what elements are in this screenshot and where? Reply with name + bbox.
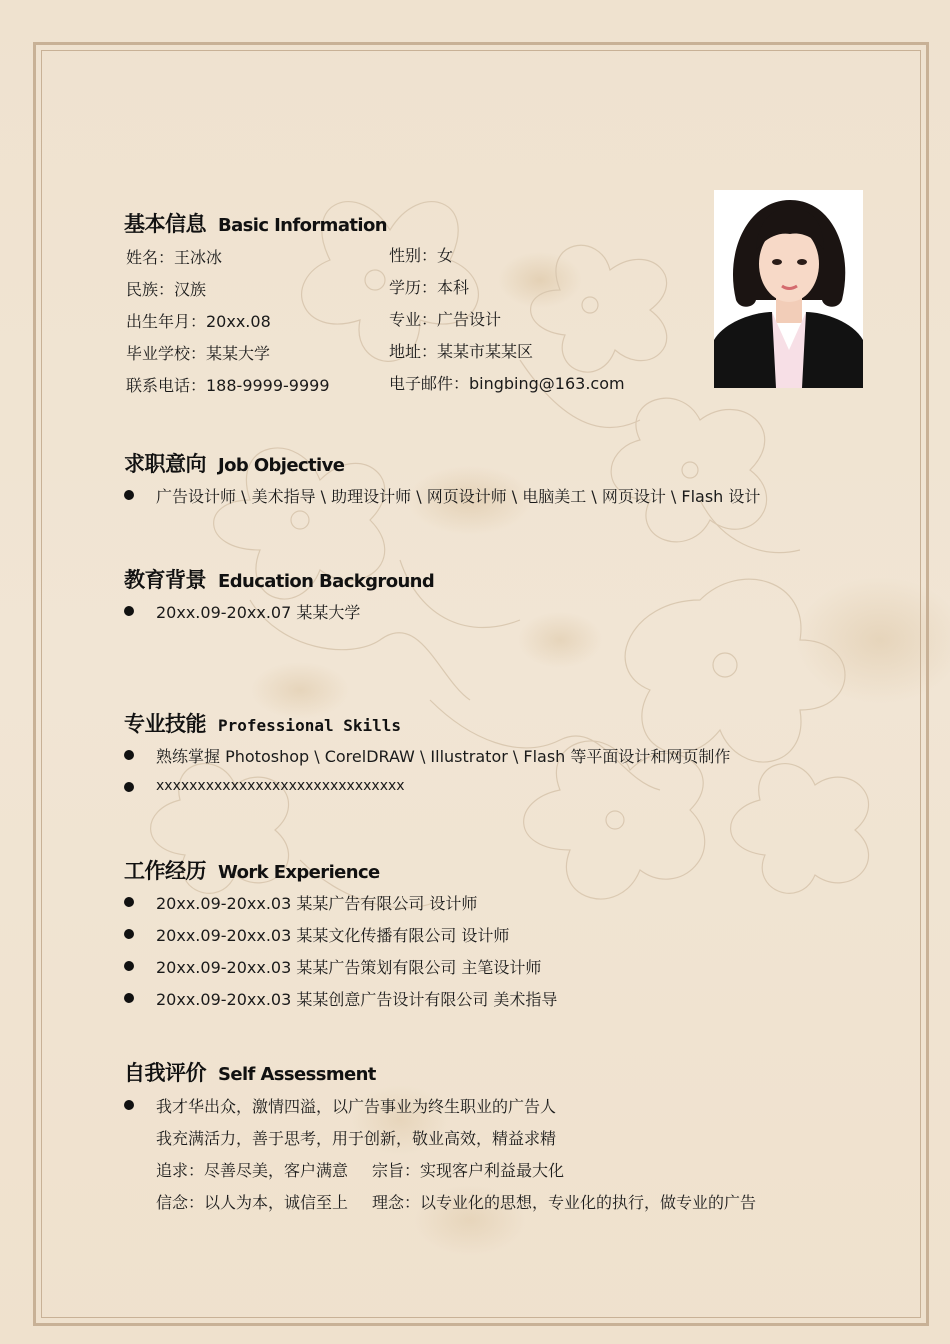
skills-item-text: 熟练掌握 Photoshop \ CorelDRAW \ Illustrator \ Flash 等平面设计和网页制作: [156, 747, 731, 766]
info-birth-date: 出生年月：20xx.08: [126, 312, 271, 331]
education-title-cn: 教育背景: [124, 568, 206, 592]
info-major: 专业：广告设计: [389, 310, 502, 329]
info-ethnicity: 民族：汉族: [126, 280, 207, 299]
assessment-line-3: [156, 1158, 564, 1181]
work-item-text: 20xx.09-20xx.03 某某广告策划有限公司 主笔设计师: [156, 958, 542, 977]
bullet-dot-icon: [124, 1100, 134, 1110]
assessment-line-2: 我充满活力，善于思考，用于创新，敬业高效，精益求精: [156, 1129, 557, 1148]
assessment-title-cn: 自我评价: [124, 1061, 206, 1085]
work-title-en: Work Experience: [218, 862, 380, 883]
info-address: 地址：某某市某某区: [389, 342, 534, 361]
info-degree: 学历：本科: [389, 278, 470, 297]
bullet-dot-icon: [124, 961, 134, 971]
work-item-text: 20xx.09-20xx.03 某某文化传播有限公司 设计师: [156, 926, 510, 945]
bullet-dot-icon: [124, 750, 134, 760]
basic-info-title-cn: 基本信息: [124, 212, 206, 236]
skills-title-en: Professional Skills: [218, 716, 402, 735]
basic-info-heading: [124, 208, 387, 238]
bullet-dot-icon: [124, 993, 134, 1003]
education-title-en: Education Background: [218, 571, 435, 592]
skills-title-cn: 专业技能: [124, 712, 206, 736]
assessment-belief: 信念：以人为本，诚信至上: [156, 1193, 349, 1212]
work-title-cn: 工作经历: [124, 859, 206, 883]
bullet-dot-icon: [124, 782, 134, 792]
info-school: 毕业学校：某某大学: [126, 344, 271, 363]
assessment-heading: [124, 1057, 376, 1087]
bullet-dot-icon: [124, 897, 134, 907]
skills-heading: [124, 708, 401, 738]
info-email: 电子邮件：bingbing@163.com: [389, 374, 625, 393]
education-heading: [124, 564, 434, 594]
education-item-text: 20xx.09-20xx.07 某某大学: [156, 603, 361, 622]
assessment-purpose: 宗旨：实现客户利益最大化: [372, 1161, 565, 1180]
objective-item-text: 广告设计师 \ 美术指导 \ 助理设计师 \ 网页设计师 \ 电脑美工 \ 网页设计 \ Flash 设计: [156, 487, 761, 506]
work-item-text: 20xx.09-20xx.03 某某广告有限公司 设计师: [156, 894, 478, 913]
bullet-dot-icon: [124, 606, 134, 616]
profile-photo: [714, 190, 863, 388]
basic-info-title-en: Basic Information: [218, 215, 387, 236]
assessment-line-4: [156, 1190, 756, 1213]
objective-title-cn: 求职意向: [124, 452, 206, 476]
info-name: 姓名：王冰冰: [126, 248, 223, 267]
assessment-line-1: 我才华出众，激情四溢，以广告事业为终生职业的广告人: [156, 1097, 557, 1116]
skills-item-text: xxxxxxxxxxxxxxxxxxxxxxxxxxxxxx: [156, 778, 405, 794]
assessment-philosophy: 理念：以专业化的思想，专业化的执行，做专业的广告: [372, 1193, 757, 1212]
bullet-dot-icon: [124, 929, 134, 939]
assessment-pursuit: 追求：尽善尽美，客户满意: [156, 1161, 349, 1180]
objective-heading: [124, 448, 344, 478]
info-gender: 性别：女: [389, 246, 454, 265]
objective-title-en: Job Objective: [218, 455, 345, 476]
portrait-illustration: [714, 190, 863, 388]
work-item-text: 20xx.09-20xx.03 某某创意广告设计有限公司 美术指导: [156, 990, 558, 1009]
assessment-title-en: Self Assessment: [218, 1064, 376, 1085]
info-phone: 联系电话：188-9999-9999: [126, 376, 330, 395]
work-heading: [124, 855, 380, 885]
bullet-dot-icon: [124, 490, 134, 500]
